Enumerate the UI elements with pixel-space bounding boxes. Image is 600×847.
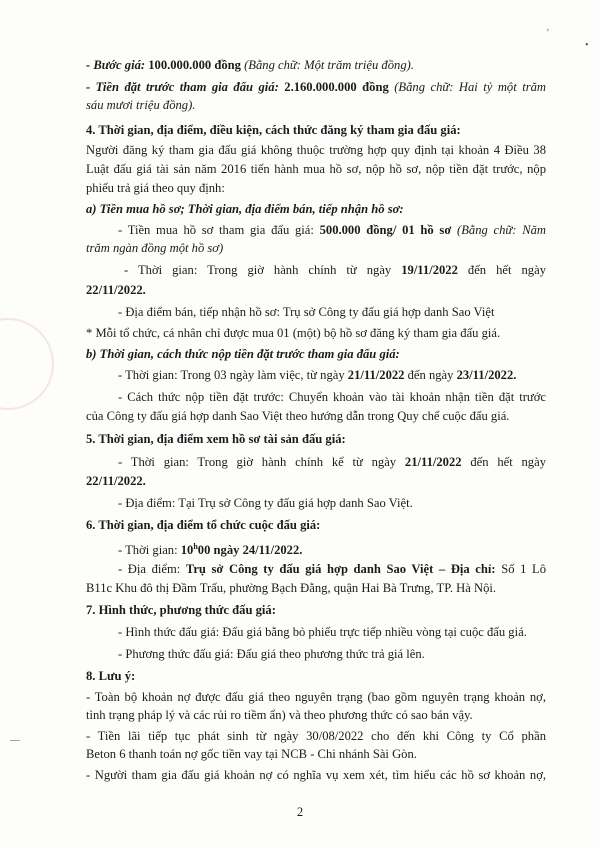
sale-time-line: - Thời gian: Trong giờ hành chính từ ngày 19/11/2022 đến hết ngày bbox=[124, 263, 546, 277]
sale-location-line: - Địa điểm bán, tiếp nhận hồ sơ: Trụ sở Công ty đấu giá hợp danh Sao Việt bbox=[118, 305, 495, 319]
fee-line-cont: trăm ngàn đồng một hồ sơ) bbox=[86, 241, 224, 255]
subsection-a-heading: a) Tiền mua hồ sơ; Thời gian, địa điểm bán, tiếp nhận hồ sơ: bbox=[86, 202, 404, 216]
scan-mark: • bbox=[585, 40, 589, 51]
scan-mark: ' bbox=[547, 28, 549, 39]
scan-mark: — bbox=[10, 735, 20, 746]
note-item-cont: Beton 6 thanh toán nợ gốc tiền vay tại NCB - Chi nhánh Sài Gòn. bbox=[86, 747, 417, 761]
deposit-time-line: - Thời gian: Trong 03 ngày làm việc, từ ngày 21/11/2022 đến ngày 23/11/2022. bbox=[118, 368, 517, 382]
view-location-line: - Địa điểm: Tại Trụ sở Công ty đấu giá hợp danh Sao Việt. bbox=[118, 496, 413, 510]
section-6-heading: 6. Thời gian, địa điểm tổ chức cuộc đấu giá: bbox=[86, 518, 321, 532]
section-5-heading: 5. Thời gian, địa điểm xem hồ sơ tài sản đấu giá: bbox=[86, 432, 346, 446]
auction-time-line: - Thời gian: 10$^h$00 ngày 24/11/2022. bbox=[118, 542, 303, 558]
note-item: - Người tham gia đấu giá khoản nợ có nghĩa vụ xem xét, tìm hiểu các hồ sơ khoản nợ, bbox=[86, 768, 546, 782]
fee-line: - Tiền mua hồ sơ tham gia đấu giá: 500.000 đồng/ 01 hồ sơ (Bằng chữ: Năm bbox=[118, 223, 546, 237]
note-item-cont: tình trạng pháp lý và các rủi ro tiềm ẩn) và theo phương thức có sao bán vậy. bbox=[86, 708, 473, 722]
deposit-line: - Tiền đặt trước tham gia đấu giá: 2.160.000.000 đồng (Bằng chữ: Hai tỷ một trăm bbox=[86, 80, 546, 94]
deposit-line-cont: sáu mươi triệu đồng). bbox=[86, 98, 196, 112]
paragraph-line: phiếu trả giá theo quy định: bbox=[86, 181, 225, 195]
deposit-method-line: - Cách thức nộp tiền đặt trước: Chuyển khoản vào tài khoản nhận tiền đặt trước bbox=[118, 390, 546, 404]
faded-stamp bbox=[0, 318, 54, 410]
bid-step-line: - Bước giá: 100.000.000 đồng (Bằng chữ: Một trăm triệu đồng). bbox=[86, 58, 414, 72]
section-8-heading: 8. Lưu ý: bbox=[86, 669, 136, 683]
section-7-heading: 7. Hình thức, phương thức đấu giá: bbox=[86, 603, 276, 617]
view-time-cont: 22/11/2022. bbox=[86, 474, 146, 488]
note-line: * Mỗi tổ chức, cá nhân chỉ được mua 01 (một) bộ hồ sơ đăng ký tham gia đấu giá. bbox=[86, 326, 501, 340]
page-number: 2 bbox=[296, 805, 304, 819]
view-time-line: - Thời gian: Trong giờ hành chính kể từ ngày 21/11/2022 đến hết ngày bbox=[118, 455, 546, 469]
method-line: - Phương thức đấu giá: Đấu giá theo phương thức trả giá lên. bbox=[118, 647, 425, 661]
form-line: - Hình thức đấu giá: Đấu giá bằng bỏ phiếu trực tiếp nhiều vòng tại cuộc đấu giá. bbox=[118, 625, 527, 639]
paragraph-line: Luật đấu giá tài sản năm 2016 tiến hành mua hồ sơ, nộp hồ sơ, nộp tiền đặt trước, nộp bbox=[86, 162, 546, 176]
section-4-heading: 4. Thời gian, địa điểm, điều kiện, cách thức đăng ký tham gia đấu giá: bbox=[86, 123, 461, 137]
auction-location-line: - Địa điểm: Trụ sở Công ty đấu giá hợp danh Sao Việt – Địa chỉ: Số 1 Lô bbox=[118, 562, 546, 576]
subsection-b-heading: b) Thời gian, cách thức nộp tiền đặt trước tham gia đấu giá: bbox=[86, 347, 400, 361]
auction-location-cont: B11c Khu đô thị Đầm Trấu, phường Bạch Đằng, quận Hai Bà Trưng, TP. Hà Nội. bbox=[86, 581, 497, 595]
note-item: - Toàn bộ khoản nợ được đấu giá theo nguyên trạng (bao gồm nguyên trạng khoản nợ, bbox=[86, 690, 546, 704]
deposit-method-cont: của Công ty đấu giá hợp danh Sao Việt theo hướng dẫn trong Quy chế cuộc đấu giá. bbox=[86, 409, 510, 423]
paragraph-line: Người đăng ký tham gia đấu giá không thuộc trường hợp quy định tại khoản 4 Điều 38 bbox=[86, 143, 546, 157]
note-item: - Tiền lãi tiếp tục phát sinh từ ngày 30/08/2022 cho đến khi Công ty Cổ phần bbox=[86, 729, 546, 743]
sale-time-cont: 22/11/2022. bbox=[86, 283, 146, 297]
